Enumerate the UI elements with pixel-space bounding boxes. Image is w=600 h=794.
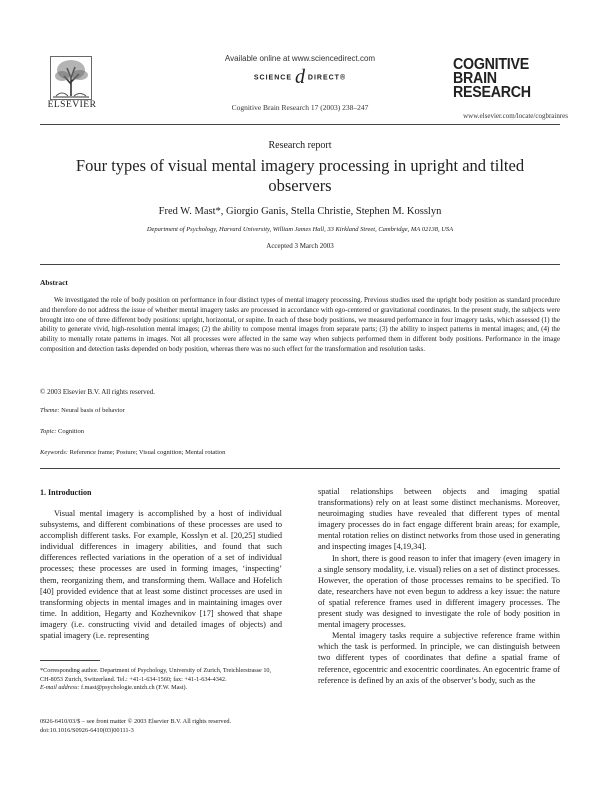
article-title: Four types of visual mental imagery processing in upright and tilted observers: [75, 156, 525, 195]
keywords-label: Keywords:: [40, 449, 68, 456]
topic-label: Topic:: [40, 428, 57, 435]
abstract-bottom-divider: [40, 468, 560, 469]
topic-value: Cognition: [58, 428, 85, 435]
journal-url: www.elsevier.com/locate/cogbrainres: [463, 112, 568, 120]
abstract-text: We investigated the role of body position on performance in four distinct types of mental imagery processing. Previous studies used the upright body position as standard procedure and therefore do not address the issue of whether mental imagery tasks are processed in accordance with ego-centered or gravitational coordinates. In the present study, the subjects were brought into one of three different body positions: upright, horizontal, or supine. In each of these body positions, we measured performance in four imagery tasks, which assessed (1) the ability to generate vivid, high-resolution mental images; (2) the ability to compose mental images from separate parts; (3) the ability to inspect patterns in mental images; and, (4) the ability to mentally rotate patterns in images. Not all processes were affected in the same way when subjects performed them in different body positions. Performance in the image composition and detection tasks depended on body position, whereas there was no such effect for the transformation and resolution tasks.: [40, 296, 560, 353]
keywords-line: [40, 449, 225, 456]
publication-info: [40, 717, 231, 735]
citation-link[interactable]: [4,19,34]: [393, 542, 425, 552]
affiliation: Department of Psychology, Harvard University, William James Hall, 33 Kirkland Street, Cambridge, MA 02138, USA: [146, 226, 454, 233]
footnote-divider: [40, 660, 100, 661]
sciencedirect-logo-right: DIRECT®: [307, 74, 347, 82]
paragraph-text: studied individual differences in imagery abilities, and found that such differences reflected variations in the operation of a set of individual processes; these processes are used in forming images, ‘inspecting’ them, reorganizing them, and transforming them. Wallace and Hofelich: [40, 531, 282, 585]
left-column: [40, 508, 282, 641]
corresponding-author-footnote: [40, 667, 282, 693]
author-list: Fred W. Mast*, Giorgio Ganis, Stella Christie, Stephen M. Kosslyn: [158, 206, 442, 217]
doi-line: doi:10.1016/S0926-6410(03)00111-3: [40, 727, 134, 734]
accepted-date: Accepted 3 March 2003: [266, 242, 334, 250]
email-label: E-mail address:: [40, 684, 80, 691]
paragraph-text: showed that shape imagery (i.e. constructing vivid and detailed images of objects) and spatial imagery (i.e. representing: [40, 608, 283, 641]
abstract-heading: Abstract: [40, 278, 68, 287]
issn-line: 0926-6410/03/$ – see front matter © 2003 Elsevier B.V. All rights reserved.: [40, 718, 232, 725]
theme-line: [40, 407, 125, 414]
body-paragraph: In short, there is good reason to infer that imagery (even imagery in a single sensory modality, i.e. visual) relies on a set of distinct processes. However, the operation of those processes remains to be specified. To date, researchers have not even begun to address a key issue: the nature of spatial reference frames used in different imagery processes. The present study was designed to investigate the role of body position in mental imagery processes.: [318, 553, 560, 630]
journal-logo-line: RESEARCH: [453, 84, 531, 101]
keywords-value: Reference frame; Posture; Visual cognition; Mental rotation: [69, 449, 226, 456]
email-suffix: (F.W. Mast).: [156, 684, 188, 691]
body-paragraph: Mental imagery tasks require a subjective reference frame within which the task is performed. In principle, we can distinguish between two different types of coordinates that define a spatial frame of reference, egocentric and exocentric coordinates. An egocentric frame of reference is defined by an axis of the observer’s body, such as the: [318, 631, 560, 685]
abstract-copyright: © 2003 Elsevier B.V. All rights reserved.: [40, 388, 156, 396]
right-column: [318, 486, 560, 686]
sciencedirect-logo-at: d: [294, 66, 305, 88]
paragraph-text: provided evidence that at least some distinct processes are used in transforming objects in mental images and in maintaining images over time. In addition, Hegarty and Kozhevnikov: [40, 586, 282, 618]
journal-logo-line: COGNITIVE: [453, 56, 529, 73]
footnote-text: *Corresponding author. Department of Psychology, University of Zurich, Treichlerstrasse 10, CH-8053 Zurich, Switzerland. Tel.: +41-1-634-1560; fax: +41-1-634-4342.: [40, 667, 272, 683]
paragraph-text: spatial relationships between objects and imaging spatial transformations) rely on at least some distinct mechanisms. Moreover, neuroimaging studies have revealed that different types of mental imagery processes do in fact engage different brain areas; for example, mental rotation relies on distinct networks from those used in generating and inspecting images: [318, 487, 560, 552]
citation-link[interactable]: [20,25]: [230, 531, 256, 541]
paragraph-text: .: [424, 542, 427, 552]
journal-logo-line: BRAIN: [453, 70, 497, 87]
paragraph-text: Visual mental imagery is accomplished by a host of individual subsystems, and different combinations of these processes are used to accomplish different tasks. For example, Kosslyn et al.: [40, 509, 282, 541]
elsevier-wordmark: ELSEVIER: [47, 100, 97, 110]
journal-logo: [453, 58, 545, 100]
citation-link[interactable]: [17]: [199, 608, 214, 618]
theme-value: Neural basis of behavior: [61, 407, 125, 414]
header-divider: [40, 124, 560, 125]
citation-link[interactable]: [40]: [40, 586, 54, 596]
body-paragraph: [318, 486, 560, 553]
elsevier-tree-logo-icon: [50, 56, 92, 100]
sciencedirect-logo: [218, 66, 382, 89]
article-type: Research report: [268, 140, 332, 151]
available-online-line: Available online at www.sciencedirect.com: [224, 54, 376, 63]
sciencedirect-logo-left: SCIENCE: [253, 74, 292, 82]
body-paragraph: [40, 508, 282, 641]
email-link[interactable]: f.mast@psychologie.unizh.ch: [81, 684, 155, 691]
journal-reference: Cognitive Brain Research 17 (2003) 238–247: [231, 103, 369, 112]
theme-label: Theme:: [40, 407, 60, 414]
section-heading: 1. Introduction: [40, 488, 92, 497]
abstract-top-divider: [40, 264, 560, 265]
topic-line: [40, 428, 84, 435]
